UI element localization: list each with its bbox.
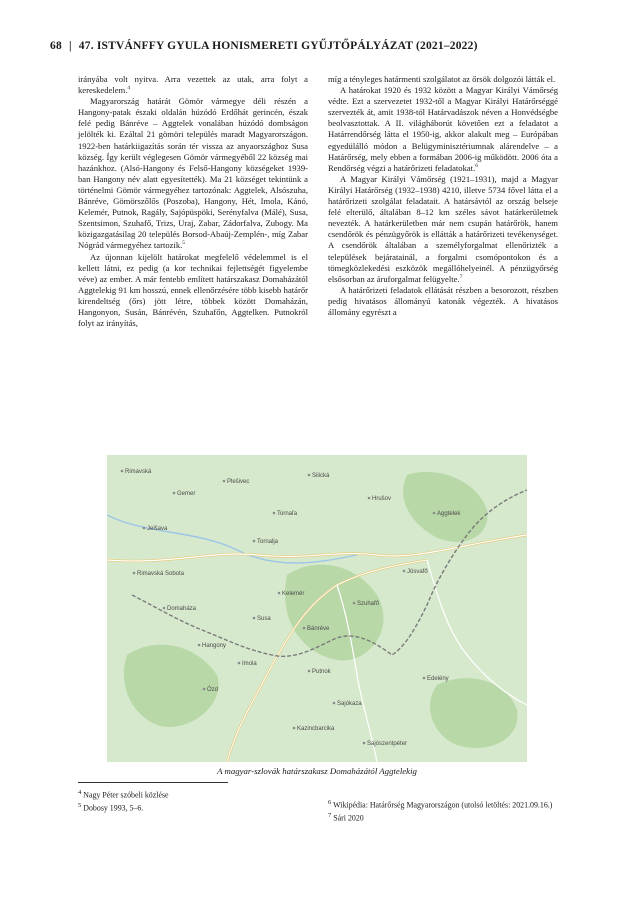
footnote: $^5$ Dobosy 1993, 5–6. (78, 801, 144, 813)
settlement-dot (163, 607, 166, 610)
settlement-dot (308, 670, 311, 673)
place-label: Sajókaza (337, 701, 362, 707)
settlement-dot (368, 497, 371, 500)
settlement-dot (238, 662, 241, 665)
place-label: Gemer (177, 491, 196, 497)
footnote-rule (78, 782, 228, 783)
place-label: Rimavská (125, 469, 152, 475)
settlement-dot (133, 572, 136, 575)
border-map (107, 455, 527, 762)
footnote: $^7$ Sári 2020 (328, 811, 364, 823)
place-label: Putnok (312, 669, 331, 675)
settlement-dot (333, 702, 336, 705)
place-label: Hrušov (372, 496, 392, 502)
settlement-dot (278, 592, 281, 595)
paragraph: A határokat 1920 és 1932 között a Magyar Királyi Vámőrség védte. Ezt a szervezetet 1932-től a Magyar Királyi Határőrséggé szervezték át, amit 1938-tól Határvadászok néven a Honvédségbe beolvasztottak. A II. világháborút követően ezt a feladatot a Határrendőrség látta el 1950-ig, akkor alakult meg – Európában egyedülálló módon a Belügyminisztériumnak alárendelve – a Határőrség, mely ebben a formában 2006-ig működött. 2006 óta a Rendőrség végzi a határőrizeti feladatokat.$^6$ (328, 85, 558, 173)
figure-caption: A magyar-szlovák határszakasz Domaházától Aggtelekig (217, 766, 417, 776)
settlement-dot (433, 512, 436, 515)
place-label: Ózd (207, 687, 219, 693)
page-number: 68 (50, 40, 62, 52)
settlement-dot (223, 480, 226, 483)
place-label: Susa (257, 616, 271, 622)
settlement-dot (353, 602, 356, 605)
place-label: Hangony (202, 643, 227, 649)
place-label: Edelény (427, 676, 449, 682)
paragraph: irányába volt nyitva. Arra vezettek az utak, arra folyt a kereskedelem.$^4$ (78, 74, 308, 96)
settlement-dot (253, 617, 256, 620)
place-label: Jósvafő (407, 569, 428, 575)
place-label: Plešivec (227, 479, 250, 485)
paragraph: míg a tényleges határmenti szolgálatot az őrsök dolgozói látták el. (328, 74, 556, 84)
place-label: Imola (242, 661, 257, 667)
paragraph: Magyarország határát Gömör vármegye déli részén a Hangony-patak északi oldalán húzódó Erdőhát gerincén, észak felé pedig Bánréve – Aggtelek vonalában húzódó dombságon jelölték ki. Ezáltal 21 gömöri település maradt Magyarországon. 1922-ben határkiigazítás során tér vissza az anyaországhoz Susa község. Így került véglegesen Gömör vármegyéből 22 község mai hazánkhoz. (Alsó-Hangony és Felső-Hangony községeket 1939-ban Hangony név alatt egyesítették). Ma 21 községet tekintünk a történelmi Gömör vármegyéhez tartozónak: Aggtelek, Alsószuha, Bánréve, Gömörszőlős (Poszoba), Hangony, Hét, Imola, Kánó, Kelemér, Putnok, Ragály, Sajópüspöki, Serényfalva (Málé), Susa, Szentsimon, Szuhafő, Trizs, Uraj, Zabar, Zádorfalva, Zubogy. Ma közigazgatásilag 20 település Borsod-Abaúj-Zemplén-, míg Zabar Nógrád vármegyéhez tartozik.$^5$ (78, 96, 308, 251)
place-label: Tornalja (257, 539, 279, 545)
place-label: Silická (312, 473, 330, 479)
place-label: Domaháza (167, 606, 197, 612)
settlement-dot (143, 527, 146, 530)
place-label: Aggtelek (437, 511, 461, 517)
left-text-column (78, 74, 308, 329)
paragraph: Az újonnan kijelölt határokat megfelelő védelemmel is el kellett látni, ez pedig (a kor technikai fejlettségét figyelembe véve) az ember. A már fentebb említett határszakasz Domaházától Aggtelekig 91 km hosszú, ennek ellenőrzésére több kisebb határőr kirendeltség (őrs) jött létre, többek között Domaházán, Hangonyon, Susán, Bánrévén, Szuhafőn, Aggtelken. Putnokról folyt az irányítás, (78, 251, 308, 329)
settlement-dot (273, 512, 276, 515)
footnote: $^6$ Wikipédia: Határőrség Magyarországon (utolsó letöltés: 2021.09.16.) (328, 799, 553, 810)
footnotes-left (78, 788, 308, 813)
place-label: Rimavská Sobota (137, 571, 185, 577)
header-separator: | (68, 40, 72, 52)
footnote: $^4$ Nagy Péter szóbeli közlése (78, 789, 169, 800)
settlement-dot (293, 727, 296, 730)
footnote-ref[interactable]: 4 (127, 85, 131, 92)
header-title: 47. ISTVÁNFFY GYULA HONISMERETI GYŰJTŐPÁLYÁZAT (2021–2022) (78, 40, 478, 52)
map-image (107, 455, 527, 762)
settlement-dot (363, 742, 366, 745)
right-text-column (328, 74, 558, 318)
settlement-dot (308, 474, 311, 477)
place-label: Tornaľa (277, 511, 298, 517)
paragraph: A határőrizeti feladatok ellátását részben a besorozott, részben pedig hivatásos állományú katonák végezték. A hivatásos állomány egyrészt a (328, 284, 558, 317)
settlement-dot (303, 627, 306, 630)
footnote-ref[interactable]: 7 (459, 273, 463, 280)
settlement-dot (253, 540, 256, 543)
place-label: Kazincbarcika (297, 726, 335, 732)
settlement-dot (423, 677, 426, 680)
place-label: Sajószentpéter (367, 741, 408, 747)
place-label: Jelšava (147, 526, 168, 532)
running-header (50, 40, 590, 58)
settlement-dot (403, 570, 406, 573)
settlement-dot (173, 492, 176, 495)
place-label: Bánréve (307, 626, 330, 632)
footnote-ref[interactable]: 6 (475, 162, 478, 169)
settlement-dot (203, 688, 206, 691)
place-label: Kelemér (282, 591, 305, 597)
footnotes-right (328, 788, 558, 824)
paragraph: A Magyar Királyi Vámőrség (1921–1931), majd a Magyar Királyi Határőrség (1932–1938) 4210, illetve 5734 fővel látta el a határőrizeti szolgálat feladatait. A határsávtól az ország belseje felé elterülő, általában 8–12 km széles sávot határkerületnek nevezték. A határkerületben már nem csupán határőrök, hanem csendőrök és pénzügyőrök is ellátták a határőrizeti tevékenységet. A csendőrök általában a személyforgalmat ellenőrizték a települések bejáratainál, a forgalmi csomópontokon és a tömegközlekedési eszközök megállóhelyeinél. A pénzügyőrség elsősorban az áruforgalmat felügyelte.$^7$ (328, 173, 558, 284)
settlement-dot (198, 644, 201, 647)
place-label: Szuhafő (357, 601, 380, 607)
settlement-dot (121, 470, 124, 473)
footnote-ref[interactable]: 5 (182, 240, 186, 247)
